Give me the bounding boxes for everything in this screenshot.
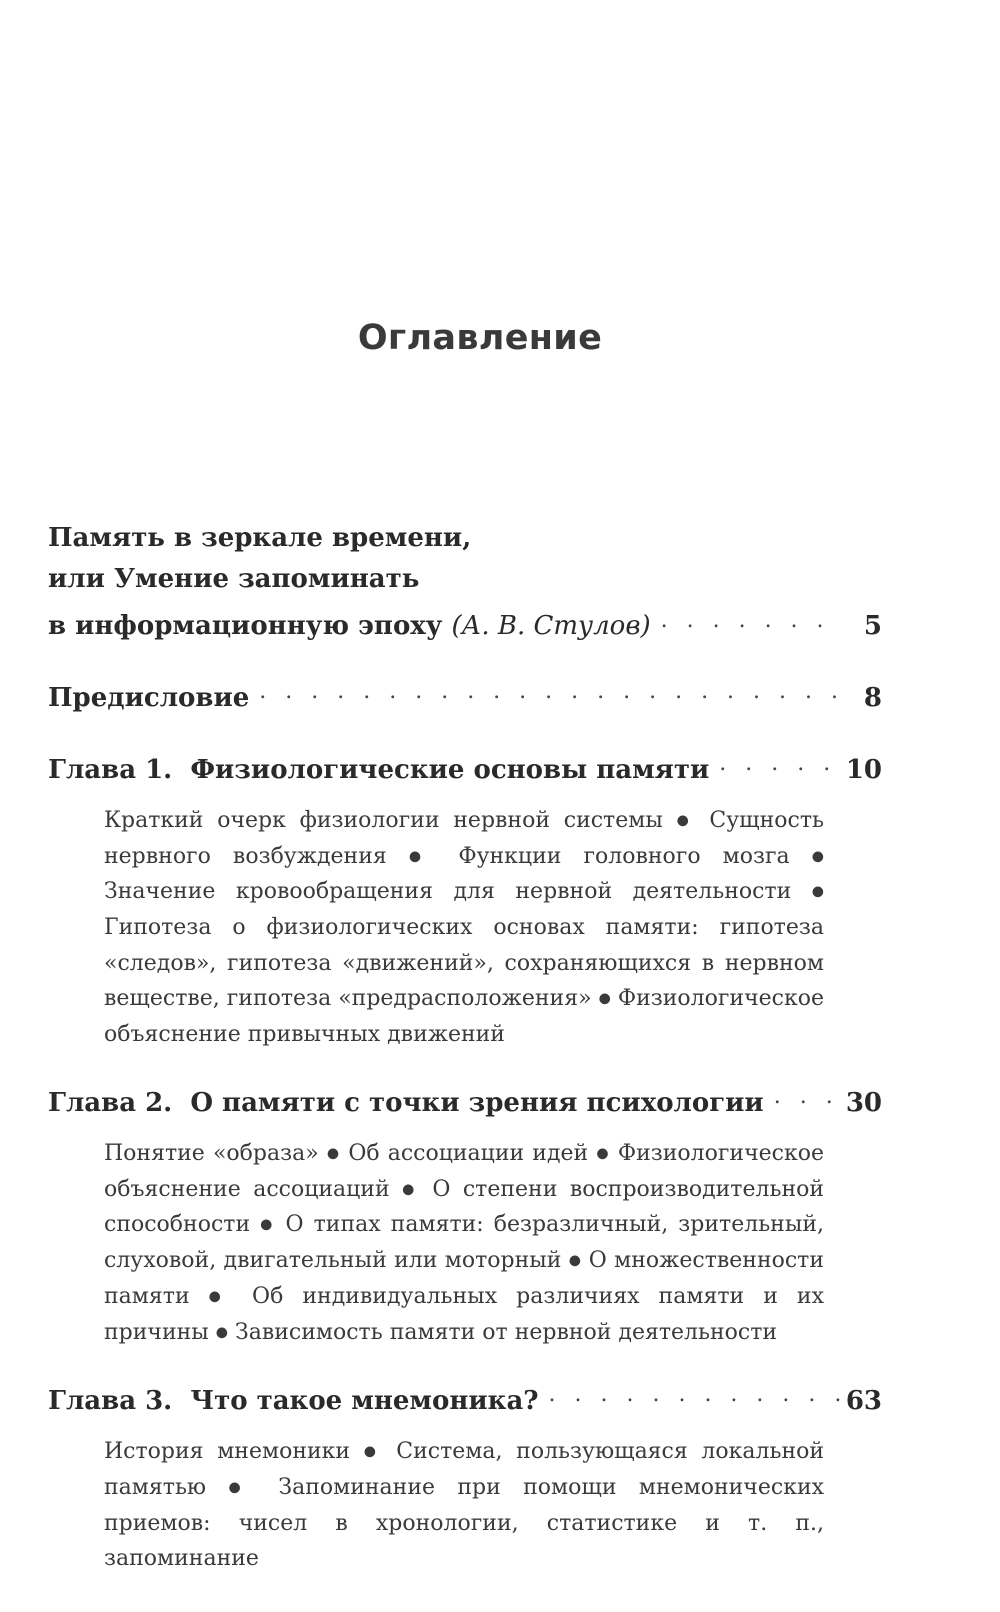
chapter-2-topics (104, 1136, 824, 1350)
chapter-label: Глава 1. (48, 755, 173, 785)
topic: Функции головного мозга (458, 843, 790, 869)
chapter-3-topics (104, 1434, 824, 1576)
topic: Краткий очерк физиологии нервной системы (104, 808, 663, 833)
topic: О степени воспроизводительной способности (104, 1176, 825, 1238)
page-number: 63 (845, 1386, 882, 1417)
chapter-title: О памяти с точки зрения психологии (190, 1088, 764, 1119)
entry-author: (А. В. Стулов) (451, 611, 651, 641)
page-number: 8 (863, 683, 882, 713)
page-number: 10 (845, 755, 882, 785)
bullet-separator-icon: ● (408, 848, 437, 864)
bullet-separator-icon: ● (363, 1443, 383, 1460)
bullet-separator-icon: ● (228, 1479, 257, 1496)
toc-entry-preface[interactable] (48, 673, 882, 717)
dot-leader (259, 673, 842, 711)
entry-title-line-1: Память в зеркале времени, (48, 523, 472, 553)
bullet-separator-icon: ● (326, 1145, 341, 1162)
topic: Значение кровообращения для нервной деятельности (104, 879, 792, 905)
page-title: Оглавление (357, 318, 603, 358)
dot-leader (549, 1376, 840, 1414)
toc-entry-chapter-3[interactable] (48, 1376, 882, 1420)
entry-title-line-3-row (48, 600, 882, 647)
topic: Запоминание при помощи мнемонических приемов: чисел в хронологии, статистике и т. п., запоминание (104, 1474, 825, 1572)
bullet-separator-icon: ● (402, 1181, 420, 1198)
bullet-separator-icon: ● (568, 1252, 582, 1269)
topic: О типах памяти: безразличный, зрительный, слуховой, двигательный или моторный (104, 1212, 824, 1274)
dot-leader (661, 600, 842, 641)
entry-title: Предисловие (48, 683, 250, 713)
page-number: 30 (845, 1088, 882, 1119)
toc-entry-foreword-stulov[interactable] (48, 518, 882, 647)
chapter-1-topics (104, 803, 824, 1052)
dot-leader (719, 745, 840, 783)
chapter-title: Что такое мнемоника? (190, 1386, 539, 1417)
bullet-separator-icon: ● (208, 1288, 233, 1305)
topic: Зависимость памяти от нервной деятельности (235, 1319, 778, 1345)
topic: Об ассоциации идей (348, 1141, 589, 1167)
toc-entry-chapter-2[interactable] (48, 1078, 882, 1122)
dot-leader (774, 1078, 840, 1116)
topic: Понятие «образа» (104, 1141, 319, 1167)
bullet-separator-icon: ● (215, 1323, 229, 1340)
bullet-separator-icon: ● (811, 848, 824, 864)
chapter-title: Физиологические основы памяти (190, 755, 710, 785)
topic: Об индивидуальных различиях памяти и их причины (104, 1283, 825, 1345)
entry-title-line-3: в информационную эпоху (48, 611, 443, 641)
table-of-contents (48, 518, 882, 1576)
topic: История мнемоники (104, 1439, 351, 1465)
chapter-label: Глава 3. (48, 1386, 173, 1417)
bullet-separator-icon: ● (676, 812, 696, 829)
topic: Гипотеза о физиологических основах памяти: гипотеза «следов», гипотеза «движений», сохраняющихся в нервном веществе, гипотеза «предрасположения» (104, 915, 824, 1011)
topic: Физиологическое объяснение привычных движений (104, 985, 824, 1047)
page-number: 5 (863, 611, 882, 641)
bullet-separator-icon: ● (811, 883, 824, 900)
entry-title-line-2: или Умение запоминать (48, 564, 420, 594)
topic: Сущность нервного возбуждения (104, 808, 824, 869)
bullet-separator-icon: ● (260, 1216, 276, 1233)
topic: Физиологическое объяснение ассоциаций (104, 1141, 824, 1202)
bullet-separator-icon: ● (596, 1145, 610, 1162)
toc-entry-chapter-1[interactable] (48, 745, 882, 789)
topic: О множественности памяти (104, 1248, 825, 1309)
bullet-separator-icon: ● (598, 990, 611, 1007)
topic: Система, пользующаяся локальной памятью (104, 1439, 825, 1500)
chapter-label: Глава 2. (48, 1088, 173, 1119)
